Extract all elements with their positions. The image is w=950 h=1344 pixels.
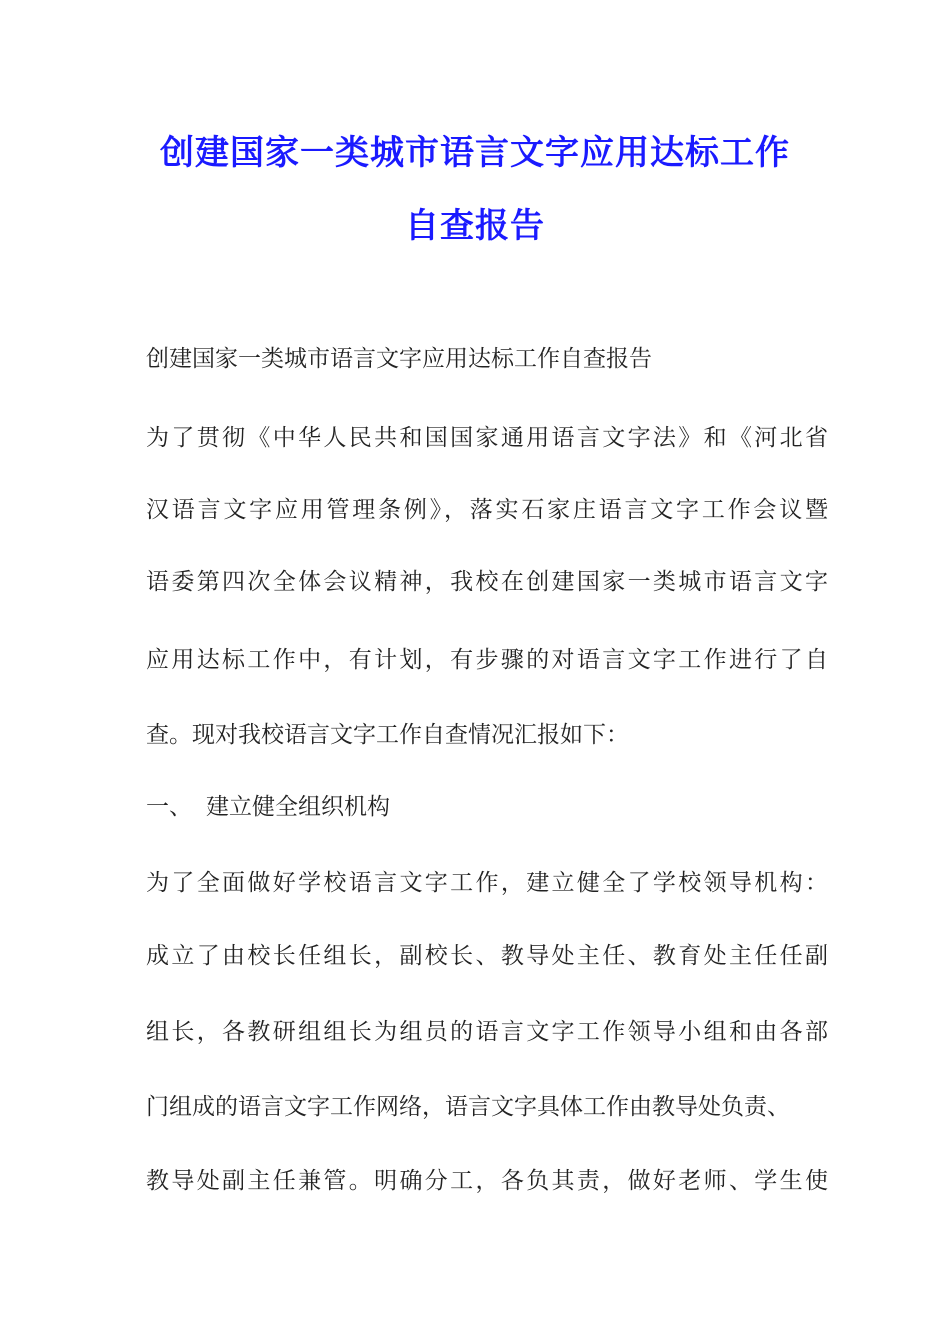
paragraph-line: 门组成的语言文字工作网络，语言文字具体工作由教导处负责、 xyxy=(146,1094,790,1120)
paragraph-line: 查。现对我校语言文字工作自查情况汇报如下： xyxy=(146,722,629,748)
section-heading xyxy=(146,792,390,822)
section-heading-text: 建立健全组织机构 xyxy=(206,794,390,820)
report-subtitle: 创建国家一类城市语言文字应用达标工作自查报告 xyxy=(146,346,652,372)
paragraph-line: 为了贯彻《中华人民共和国国家通用语言文字法》和《河北省 xyxy=(146,425,828,451)
paragraph-line: 应用达标工作中，有计划，有步骤的对语言文字工作进行了自 xyxy=(146,647,828,673)
paragraph-line: 为了全面做好学校语言文字工作，建立健全了学校领导机构： xyxy=(146,870,828,896)
paragraph-line: 组长，各教研组组长为组员的语言文字工作领导小组和由各部 xyxy=(146,1019,828,1045)
paragraph-line: 汉语言文字应用管理条例》，落实石家庄语言文字工作会议暨 xyxy=(146,497,828,523)
document-title-line-1: 创建国家一类城市语言文字应用达标工作 xyxy=(160,133,790,173)
paragraph-line: 教导处副主任兼管。明确分工，各负其责，做好老师、学生使 xyxy=(146,1168,828,1194)
document-title-line-2: 自查报告 xyxy=(405,206,545,246)
section-number: 一、 xyxy=(146,794,192,820)
paragraph-line: 语委第四次全体会议精神，我校在创建国家一类城市语言文字 xyxy=(146,569,828,595)
paragraph-line: 成立了由校长任组长，副校长、教导处主任、教育处主任任副 xyxy=(146,943,828,969)
